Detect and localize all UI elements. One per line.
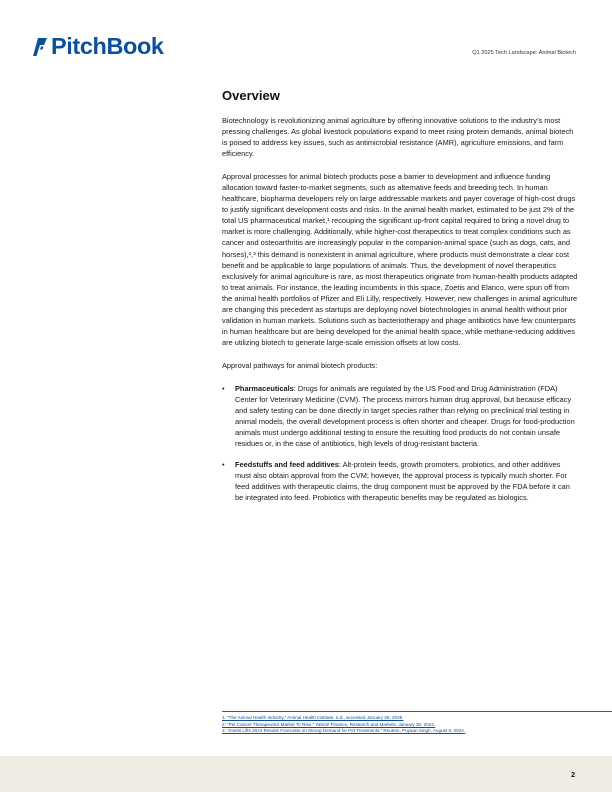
paragraph-pathways: Approval pathways for animal biotech products: (222, 360, 378, 370)
footnote-divider (222, 711, 612, 712)
bullet-icon: • (222, 460, 225, 470)
list-item (222, 459, 578, 503)
brand-name: PitchBook (51, 33, 164, 59)
footnote-link-2[interactable]: 2: “Pet Cancer Therapeutics Market To Rise,” Yahoo! Finance, Research and Markets, January 30, 2024. (222, 721, 436, 727)
page-number: 2 (571, 772, 575, 779)
list-item-title: Feedstuffs and feed additives (235, 460, 339, 470)
footnote-link-3[interactable]: 3: “Zoetis Lifts 2024 Results Forecasts on Strong Demand for Pet Treatments,” Reuters, Puyaan Singh, August 6, 2024. (222, 728, 466, 734)
section-heading: Overview (222, 88, 280, 103)
paragraph-approval: Approval processes for animal biotech products pose a barrier to development and influence funding allocation toward faster-to-market segments, such as alternative feeds and breeding tech. In human healthcare, biopharma developers rely on large addressable markets and payer coverage of high-cost drugs to justify significant development costs and risks. In the animal health market, estimated to be just 2% of the total US pharmaceutical market,¹ recouping the significant up-front capital required to bring a novel drug to market is more challenging. Additionally, while higher-cost therapeutics to treat complex conditions such as cancer and osteoarthritis are increasingly popular in the companion-animal space (such as dogs, cats, and horses),²,³ this demand is nonexistent in animal agriculture, where products must demonstrate a clear cost benefit and be applicable to large populations of animals. Thus, the development of novel therapeutics exclusively for animal agriculture is rare, as most therapeutics originate from human-health products adapted to treat animals. For instance, the leading incumbents in this space, Zoetis and Elanco, were spun off from the animal health portfolios of Pfizer and Eli Lilly, respectively. However, new challenges in animal agriculture are changing this precedent as startups are deploying novel biotechnologies in animal health without prior validation in human markets. Solutions such as bacteriotherapy and phage antibiotics have few counterparts in human healthcare but are being developed for the animal health space, while methane-reducing additives are utilizing biotech to generate large-scale emission offsets at low costs. (222, 172, 578, 347)
paragraph-intro: Biotechnology is revolutionizing animal agriculture by offering innovative solutions to the industry’s most pressing challenges. As global livestock populations expand to meet rising protein demands, animal biotech is poised to address key issues, such as antimicrobial resistance (AMR), agriculture emissions, and farm efficiency. (222, 116, 574, 159)
list-item-title: Pharmaceuticals (235, 383, 294, 393)
list-item (222, 383, 578, 449)
list-item-text: : Alt-protein feeds, growth promoters, probiotics, and other additives must also obtain approval from the CVM; however, the approval process is typically much shorter. For feed additives with therapeutic claims, the drug component must be approved by the FDA before it can be integrated into feed. Probiotics with therapeutic benefits may be regulated as biologics. (235, 460, 570, 503)
pitchbook-logo-icon (32, 36, 48, 58)
bullet-icon: • (222, 383, 225, 393)
footnotes (222, 715, 602, 735)
footnote-link-1[interactable]: 1: “The Animal Health Industry,” Animal Health Institute, n.d., accessed January 28, 2025. (222, 715, 404, 720)
main-content (222, 88, 578, 513)
page-footer (0, 756, 612, 792)
report-title: Q1 2025 Tech Landscape: Animal Biotech (472, 50, 576, 56)
list-item-text: : Drugs for animals are regulated by the US Food and Drug Administration (FDA) Center for Veterinary Medicine (CVM). The process mirrors human drug approval, but because efficacy and safety testing can be done directly in target species rather than relying on preclinical trial testing in animal models, the overall development process is often shorter and cheaper. Drugs for food-production animals must undergo additional testing to ensure the resulting food products do not contain unsafe residues or, in the case of antibiotics, high levels of drug-resistant bacteria. (235, 383, 575, 449)
pitchbook-logo (32, 33, 164, 60)
pathways-list (222, 383, 578, 503)
